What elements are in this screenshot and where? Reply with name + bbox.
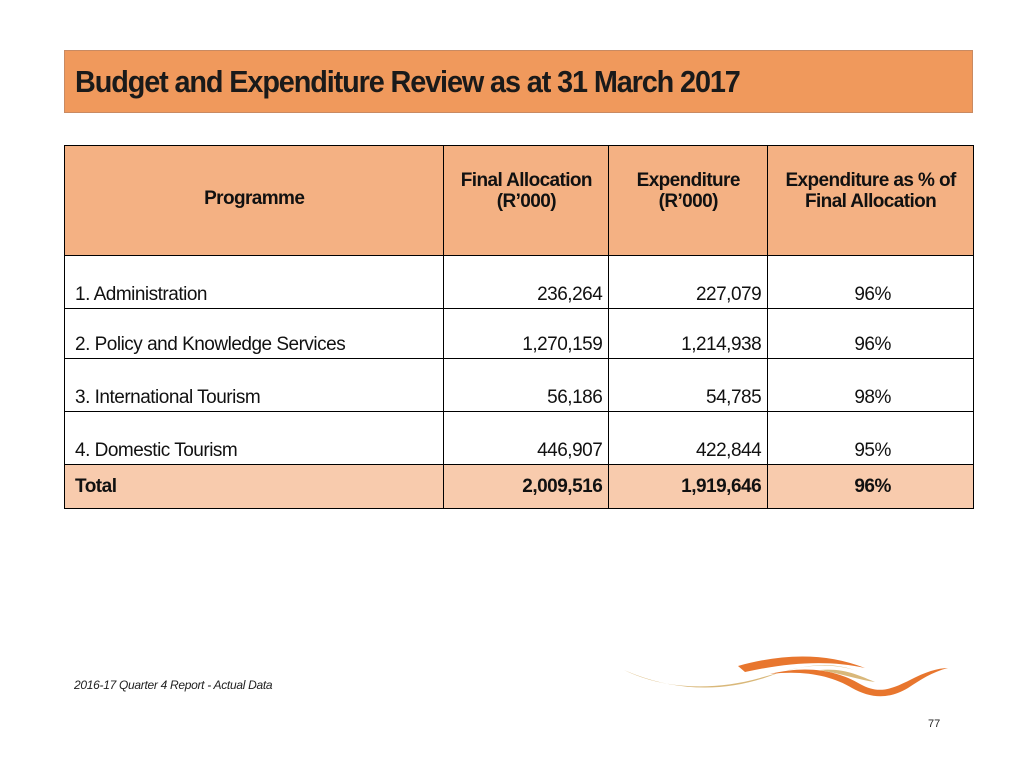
total-allocation: 2,009,516 [444,465,609,509]
programme-cell: 1. Administration [65,256,444,309]
total-percent: 96% [768,465,974,509]
table-row [65,256,974,309]
total-row [65,465,974,509]
percent-cell: 95% [768,412,974,465]
budget-table [64,145,974,509]
allocation-cell: 56,186 [444,359,609,412]
expenditure-cell: 422,844 [609,412,768,465]
table-row [65,359,974,412]
table-row [65,412,974,465]
header-final-allocation-line2: (R’000) [496,190,556,212]
logo-orange-swoosh [770,668,948,696]
header-final-allocation-line1: Final Allocation [460,169,592,191]
allocation-cell: 446,907 [444,412,609,465]
allocation-cell: 236,264 [444,256,609,309]
table-header-row [65,146,974,256]
percent-cell: 96% [768,256,974,309]
header-expenditure-percent-line2: Final Allocation [805,190,937,212]
page-number: 77 [928,718,941,730]
expenditure-cell: 54,785 [609,359,768,412]
header-expenditure-line2: (R’000) [658,190,718,212]
total-expenditure: 1,919,646 [609,465,768,509]
percent-cell: 98% [768,359,974,412]
expenditure-cell: 1,214,938 [609,309,768,359]
header-expenditure [609,146,768,256]
header-programme-label: Programme [204,188,305,209]
slide-title: Budget and Expenditure Review as at 31 March 2017 [75,63,740,99]
total-label: Total [65,465,444,509]
programme-cell: 2. Policy and Knowledge Services [65,309,444,359]
programme-cell: 4. Domestic Tourism [65,412,444,465]
header-expenditure-percent [768,146,974,256]
header-programme [65,146,444,256]
expenditure-cell: 227,079 [609,256,768,309]
header-expenditure-line1: Expenditure [636,169,740,191]
percent-cell: 96% [768,309,974,359]
programme-cell: 3. International Tourism [65,359,444,412]
footer-note: 2016-17 Quarter 4 Report - Actual Data [74,678,273,692]
table-row [65,309,974,359]
header-expenditure-percent-line1: Expenditure as % of [785,169,956,191]
allocation-cell: 1,270,159 [444,309,609,359]
swoosh-logo-icon [620,650,950,700]
title-bar [64,50,973,113]
header-final-allocation [444,146,609,256]
